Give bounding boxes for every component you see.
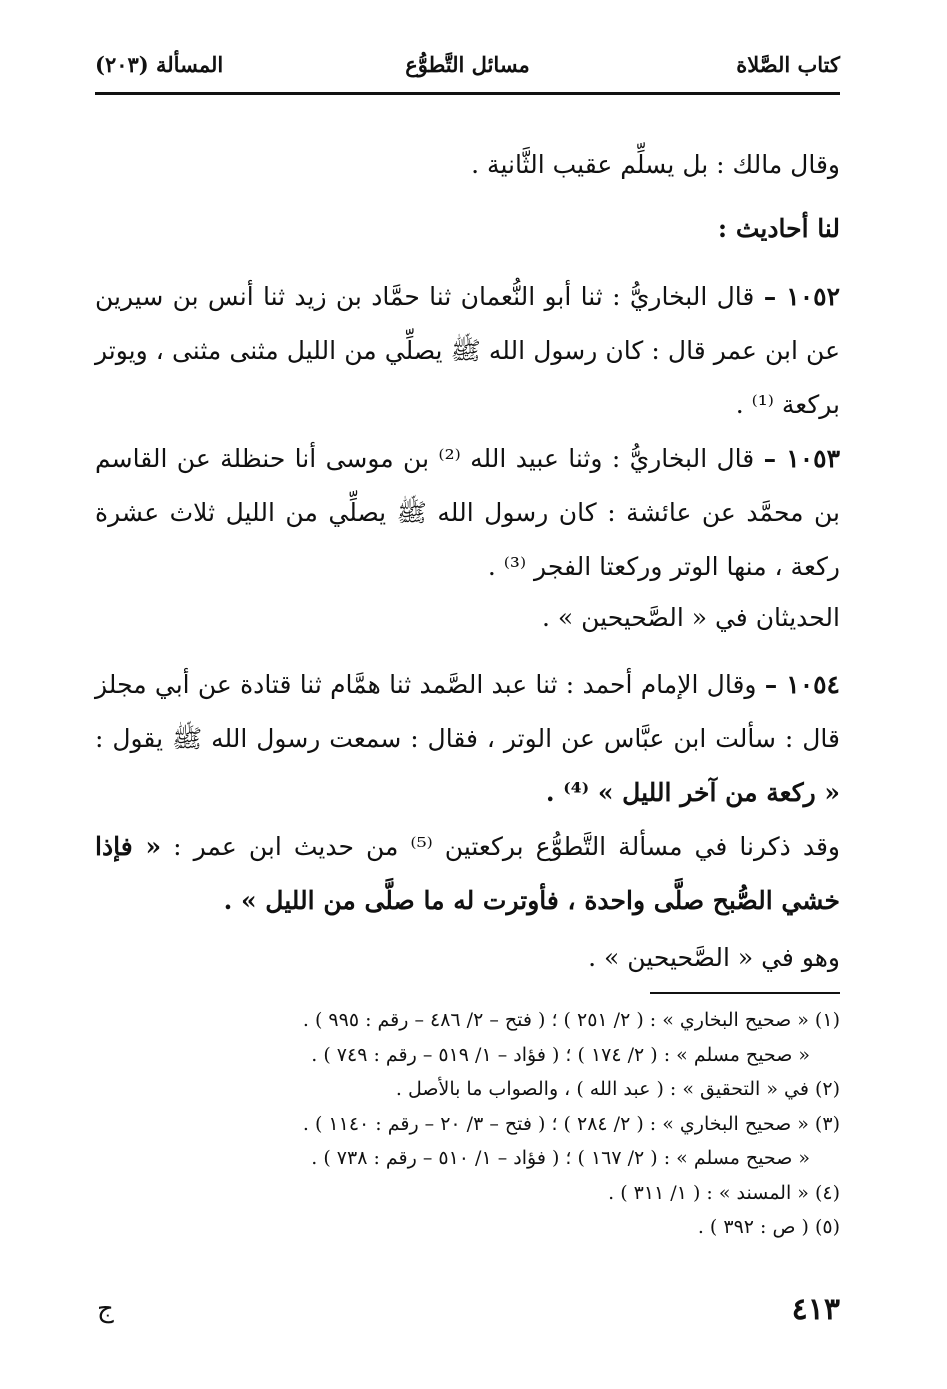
paragraph-text: وقد ذكرنا في مسألة التَّطوُّع بركعتين ⁽⁵⁾ من حديث ابن عمر :: [173, 832, 840, 861]
footnote-5: (٥) ( ص : ٣٩٢ ) .: [697, 1216, 840, 1238]
header-issue-number: المسألة (٢٠٣): [95, 52, 224, 77]
body-line-malik: وقال مالك : بل يسلِّم عقيب الثَّانية .: [471, 150, 840, 179]
hadith-text: قال البخاريُّ : ثنا أبو النُّعمان ثنا حمَّاد بن زيد ثنا أنس بن سيرين عن ابن عمر قال : كان رسول الله ﷺ يصلِّي من الليل مثنى مثنى ، ويوتر بركعة ⁽¹⁾ .: [95, 282, 840, 419]
footnote-1-continued: « صحيح مسلم » : ( ٢/ ١٧٤ ) ؛ ( فؤاد – ١/ ٥١٩ – رقم : ٧٤٩ ) .: [311, 1043, 810, 1066]
footnote-1: (١) « صحيح البخاري » : ( ٢/ ٢٥١ ) ؛ ( فتح – ٢/ ٤٨٦ – رقم : ٩٩٥ ) .: [302, 1009, 840, 1031]
hadith-number: ١٠٥٣ –: [763, 444, 840, 473]
header-rule: [95, 92, 840, 95]
hadith-1052: [95, 270, 840, 432]
footnote-3: (٣) « صحيح البخاري » : ( ٢/ ٢٨٤ ) ؛ ( فتح – ٣/ ٢٠ – رقم : ١١٤٠ ) .: [302, 1112, 840, 1135]
hadith-text: وقال الإمام أحمد : ثنا عبد الصَّمد ثنا همَّام ثنا قتادة عن أبي مجلز قال : سألت ابن عبَّاس عن الوتر ، فقال : سمعت رسول الله ﷺ يقول :: [95, 670, 840, 753]
body-line-our-hadiths: لنا أحاديث :: [717, 214, 840, 243]
footnotes: [160, 1003, 840, 1245]
body-line-two-hadiths: الحديثان في « الصَّحيحين » .: [542, 603, 840, 632]
footnote-3-continued: « صحيح مسلم » : ( ٢/ ١٦٧ ) ؛ ( فؤاد – ١/ ٥١٠ – رقم : ٧٣٨ ) .: [311, 1147, 810, 1169]
hadith-number: ١٠٥٢ –: [763, 282, 840, 311]
hadith-number: ١٠٥٤ –: [764, 670, 840, 699]
footnote-2: (٢) في « التحقيق » : ( عبد الله ) ، والصواب ما بالأصل .: [395, 1078, 840, 1100]
hadith-quote: « ركعة من آخر الليل » ⁽⁴⁾ .: [545, 778, 840, 807]
signature-mark: ج: [97, 1294, 114, 1324]
footnote-separator: [650, 992, 840, 994]
hadith-1054: [95, 658, 840, 820]
hadith-1053: [95, 432, 840, 594]
header-book-title: كتاب الصَّلاة: [736, 52, 840, 77]
paragraph-quote: « فإذا خشي الصُّبح صلَّى واحدة ، فأوترت له ما صلَّى من الليل » .: [95, 832, 840, 915]
running-header: [95, 52, 840, 84]
body-line-in-sahihayn: وهو في « الصَّحيحين » .: [588, 943, 840, 972]
paragraph-ibn-umar: [95, 820, 840, 928]
page-number: ٤١٣: [791, 1292, 840, 1327]
footnote-4: (٤) « المسند » : ( ١/ ٣١١ ) .: [608, 1181, 840, 1204]
hadith-text: قال البخاريُّ : وثنا عبيد الله ⁽²⁾ بن موسى أنا حنظلة عن القاسم بن محمَّد عن عائشة : كان رسول الله ﷺ يصلِّي من الليل ثلاث عشرة ركعة ، منها الوتر وركعتا الفجر ⁽³⁾ .: [95, 444, 840, 581]
header-chapter-title: مسائل التَّطوُّع: [405, 52, 530, 77]
